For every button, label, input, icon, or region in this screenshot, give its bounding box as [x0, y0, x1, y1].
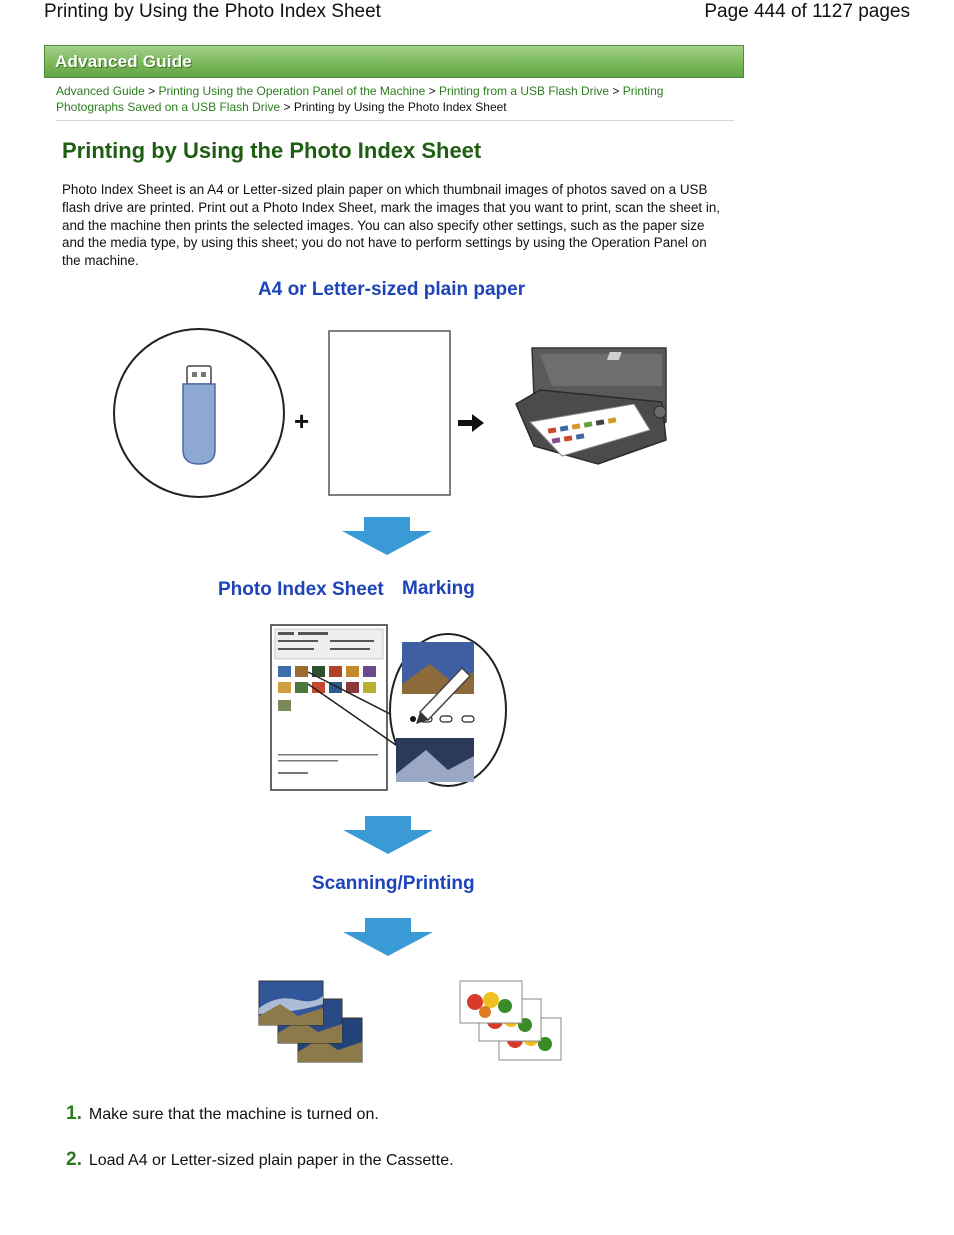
plus-icon: +	[294, 406, 310, 436]
step-number: 1.	[66, 1103, 82, 1124]
photo-print-icon	[259, 981, 323, 1025]
breadcrumb-current: Printing by Using the Photo Index Sheet	[293, 100, 507, 114]
caption-marking: Marking	[402, 578, 475, 599]
page-title: Printing by Using the Photo Index Sheet	[62, 138, 482, 163]
printed-photos-landscape-illustration	[258, 980, 364, 1064]
breadcrumb	[56, 83, 716, 115]
breadcrumb-link-usb-flash-drive[interactable]: Printing from a USB Flash Drive	[438, 84, 610, 98]
breadcrumb-link-operation-panel[interactable]: Printing Using the Operation Panel of the Machine	[158, 84, 426, 98]
breadcrumb-separator: >	[148, 84, 156, 98]
step-text: Make sure that the machine is turned on.	[88, 1106, 379, 1123]
breadcrumb-separator: >	[612, 84, 620, 98]
printed-photos-fruit-illustration	[459, 980, 563, 1062]
down-arrow-icon	[343, 918, 433, 956]
usb-flash-drive-illustration	[112, 328, 288, 500]
step-text: Load A4 or Letter-sized plain paper in the Cassette.	[88, 1152, 454, 1169]
document-header-title: Printing by Using the Photo Index Sheet	[44, 1, 381, 22]
caption-plain-paper: A4 or Letter-sized plain paper	[258, 279, 526, 300]
down-arrow-icon	[343, 816, 433, 854]
caption-photo-index-sheet: Photo Index Sheet	[218, 579, 384, 600]
step-item	[66, 1149, 454, 1171]
breadcrumb-link-advanced-guide[interactable]: Advanced Guide	[56, 84, 145, 98]
photo-index-sheet-illustration	[270, 624, 510, 792]
down-arrow-icon	[342, 517, 432, 555]
breadcrumb-link-printing-photographs[interactable]: Printing Photographs Saved on a USB Flash Drive	[56, 84, 664, 114]
breadcrumb-divider	[56, 120, 734, 121]
banner-label: Advanced Guide	[55, 52, 192, 71]
breadcrumb-separator: >	[428, 84, 436, 98]
advanced-guide-banner	[44, 45, 744, 78]
usb-stick-icon	[183, 384, 215, 464]
photo-print-icon	[460, 981, 522, 1023]
intro-paragraph: Photo Index Sheet is an A4 or Letter-sized plain paper on which thumbnail images of photos saved on a USB flash drive are printed. Print out a Photo Index Sheet, mark the images that you want to print, scan the sheet in, and the machine then prints the selected images. You can also specify other settings, such as the paper size and the media type, by using this sheet; you do not have to perform settings by using the Operation Panel on the machine.	[62, 182, 720, 269]
caption-scanning-printing: Scanning/Printing	[312, 873, 475, 894]
page-counter: Page 444 of 1127 pages	[704, 1, 910, 22]
breadcrumb-separator: >	[283, 100, 291, 114]
usb-connector-icon	[187, 366, 211, 384]
printer-illustration	[512, 346, 668, 470]
right-arrow-icon	[458, 414, 484, 432]
plain-paper-illustration	[328, 330, 452, 497]
step-item	[66, 1103, 379, 1125]
step-number: 2.	[66, 1149, 82, 1170]
